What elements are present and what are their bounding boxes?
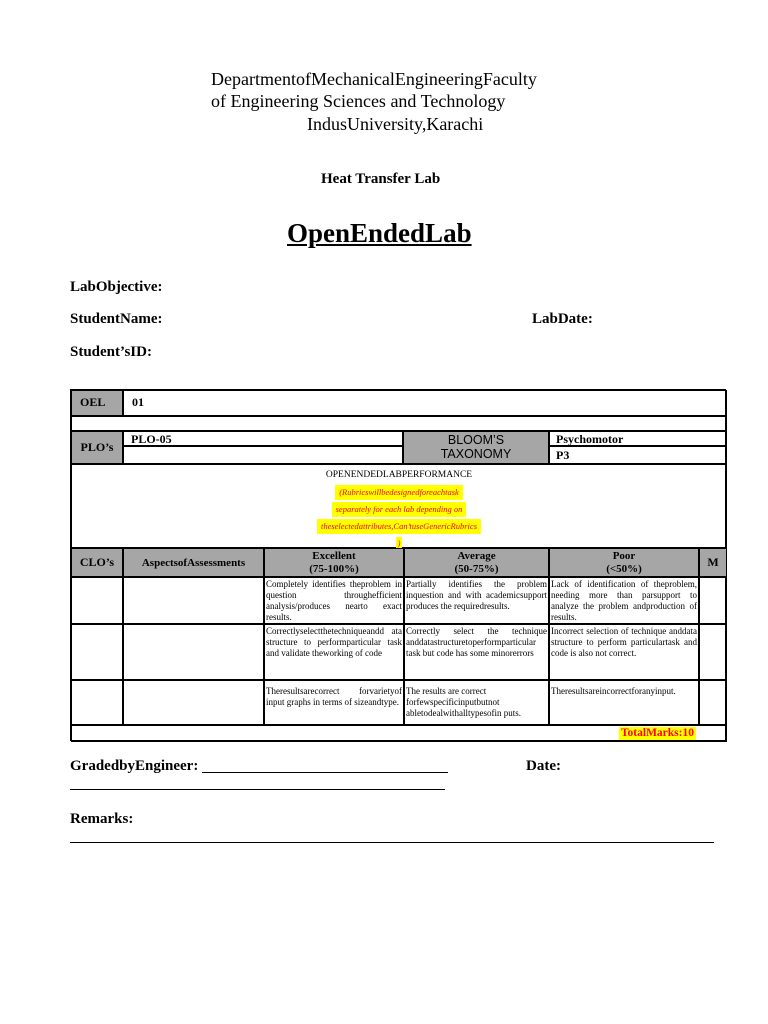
- poor-header-label: Poor: [612, 550, 636, 562]
- oel-value: 01: [132, 395, 144, 409]
- note-line-2: separately for each lab depending on: [332, 502, 467, 517]
- poor-header: [549, 548, 699, 577]
- note-line-4: ): [397, 538, 401, 548]
- spacer-row: [71, 416, 727, 431]
- aspects-header: [123, 548, 264, 577]
- page-title: OpenEndedLab: [287, 218, 472, 248]
- remarks-label: Remarks:: [70, 811, 134, 827]
- rubric-table: [70, 389, 726, 741]
- plo-label-cell: [71, 431, 123, 464]
- performance-row: [71, 464, 727, 548]
- clo-header: [71, 548, 123, 577]
- row1-excellent: Completely identifies theproblem in question throughefficient analysis/produces nearto exact results.: [266, 579, 402, 622]
- excellent-header-range: (75-100%): [309, 563, 359, 575]
- aspect-cell: [123, 680, 264, 725]
- row3-average: The results are correct forfewspecificinputbutnot abletodealwithalltypesofin puts.: [404, 680, 549, 725]
- bloom-taxonomy-cell: [403, 431, 549, 464]
- aspect-cell: [123, 577, 264, 624]
- plo-label: PLO’s: [80, 440, 114, 454]
- clo-cell: [71, 624, 123, 680]
- poor-header-range: (<50%): [606, 563, 642, 575]
- clo-header-label: CLO’s: [79, 555, 115, 569]
- clo-cell: [71, 577, 123, 624]
- row2-average: Correctly select the technique anddatastructuretoperformparticular task but code has some minorerrors: [404, 624, 549, 680]
- excellent-header: [264, 548, 404, 577]
- graded-by-line-2: [70, 789, 445, 790]
- row1-poor: Lack of identification of theproblem, needing more than parsupport to analyze the problem andproduction of results.: [551, 579, 697, 622]
- lab-date-label: LabDate:: [532, 311, 593, 327]
- marks-header-label: M: [707, 555, 719, 569]
- average-header-label: Average: [457, 550, 496, 562]
- faculty-line: of Engineering Sciences and Technology: [211, 91, 506, 111]
- average-header: [404, 548, 549, 577]
- bloom-label-1: BLOOM’S: [447, 433, 505, 447]
- course-name: Heat Transfer Lab: [321, 171, 441, 187]
- excellent-header-label: Excellent: [312, 550, 356, 562]
- bloom-domain: Psychomotor: [556, 432, 624, 446]
- bloom-level: P3: [556, 448, 570, 462]
- department-line: DepartmentofMechanicalEngineeringFaculty: [211, 69, 537, 89]
- clo-cell: [71, 680, 123, 725]
- performance-title: OPENENDEDLABPERFORMANCE: [325, 470, 473, 480]
- lab-objective-label: LabObjective:: [70, 279, 163, 295]
- marks-cell: [699, 577, 727, 624]
- bloom-level-cell: [549, 446, 727, 464]
- row3-poor: Theresultsareincorrectforanyinput.: [549, 680, 699, 725]
- plo-blank-cell: [123, 446, 403, 464]
- oel-label: OEL: [80, 395, 106, 409]
- row1-average: Partially identifies the problem inquestion and with academicsupport produces the requiredresults.: [404, 577, 549, 624]
- marks-header: [699, 548, 727, 577]
- average-header-range: (50-75%): [454, 563, 499, 575]
- aspect-cell: [123, 624, 264, 680]
- remarks-line: [70, 842, 714, 843]
- note-line-3: theselectedattributes,Can’tuseGenericRubrics: [317, 519, 481, 534]
- student-name-label: StudentName:: [70, 311, 163, 327]
- note-line-1: (Rubricswillbedesignedforeachtask: [335, 485, 463, 500]
- row2-excellent: Correctlyselectthetechniqueandd ata structure to performparticular task and validate theworking of code: [264, 624, 404, 680]
- bloom-label-2: TAXONOMY: [440, 447, 512, 461]
- marks-cell: [699, 680, 727, 725]
- date-label: Date:: [526, 758, 561, 774]
- row3-excellent: Theresultsarecorrect forvarietyof input graphs in terms of sizeandtype.: [264, 680, 404, 725]
- marks-cell: [699, 624, 727, 680]
- graded-by-label: GradedbyEngineer:: [70, 758, 199, 774]
- student-id-label: Student’sID:: [70, 344, 152, 360]
- total-marks: TotalMarks:10: [620, 727, 694, 739]
- university-line: IndusUniversity,Karachi: [307, 114, 484, 134]
- aspects-header-label: AspectsofAssessments: [141, 556, 246, 569]
- graded-by-line: [202, 772, 448, 773]
- plo-value: PLO-05: [131, 432, 172, 446]
- oel-value-cell: [123, 390, 727, 416]
- bloom-domain-cell: [549, 431, 727, 446]
- row2-poor: Incorrect selection of technique anddata structure to perform particulartask and code is also not correct.: [549, 624, 699, 680]
- oel-label-cell: [71, 390, 123, 416]
- total-row: [71, 725, 727, 742]
- plo-value-cell: [123, 431, 403, 446]
